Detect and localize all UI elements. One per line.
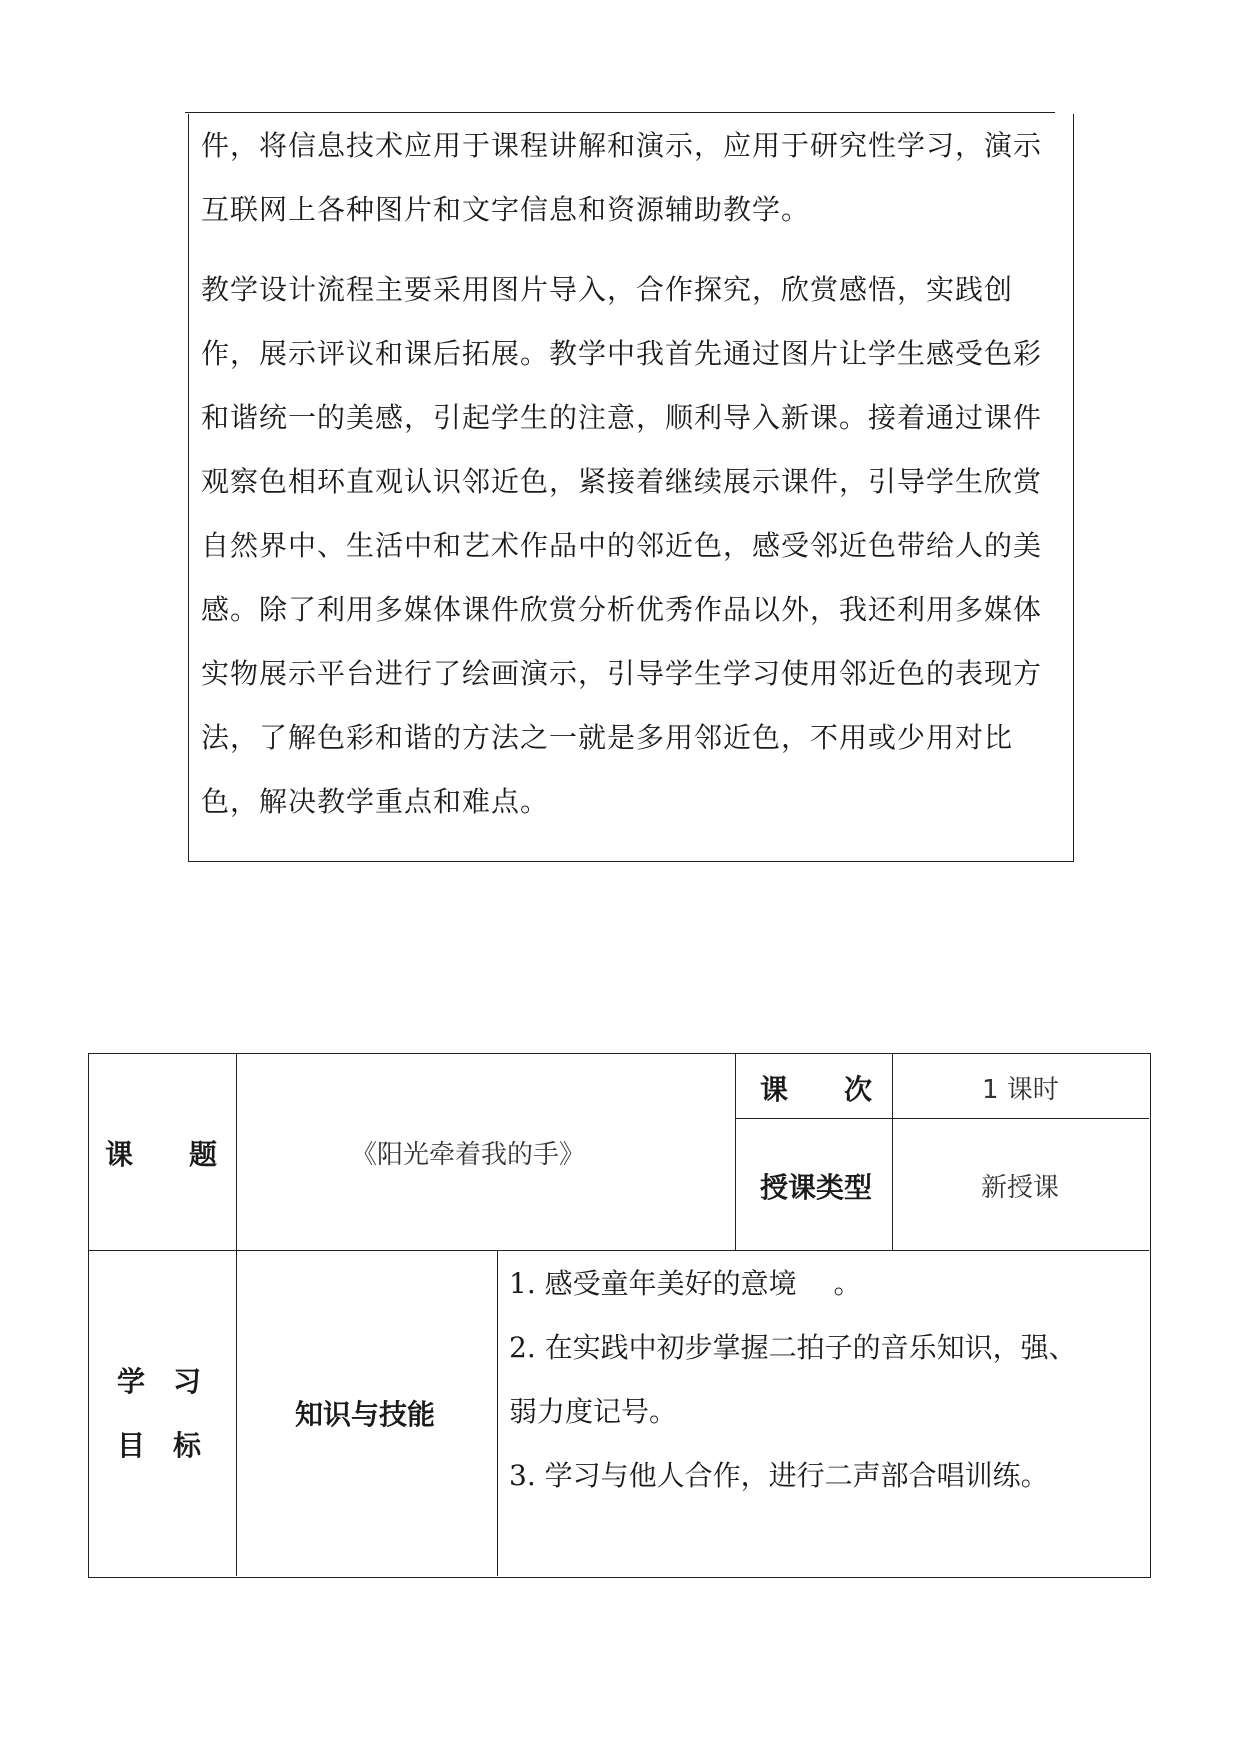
- table-rule: [497, 1250, 498, 1576]
- goals-label-line2: 目 标: [117, 1429, 202, 1462]
- text-line: 色，解决教学重点和难点。: [201, 785, 550, 818]
- table-rule: [735, 1118, 1149, 1119]
- list-item: 3. 学习与他人合作，进行二声部合唱训练。: [509, 1459, 1049, 1492]
- list-item: 2. 在实践中初步掌握二拍子的音乐知识，强、: [509, 1331, 1077, 1364]
- intro-paragraph-1: [201, 114, 1051, 242]
- text-line: 和谐统一的美感，引起学生的注意，顺利导入新课。接着通过课件: [201, 401, 1043, 434]
- text-line: 自然界中、生活中和艺术作品中的邻近色，感受邻近色带给人的美: [201, 529, 1043, 562]
- text-line: 感。除了利用多媒体课件欣赏分析优秀作品以外，我还利用多媒体: [201, 593, 1043, 626]
- topic-label: 课 题: [105, 1138, 218, 1171]
- knowledge-goal-list: [509, 1252, 1139, 1508]
- table-rule: [735, 1054, 736, 1250]
- table-rule: [236, 1054, 237, 1576]
- text-line: 实物展示平台进行了绘画演示，引导学生学习使用邻近色的表现方: [201, 657, 1043, 690]
- goals-label-line1: 学 习: [117, 1365, 202, 1398]
- session-label: 课 次: [760, 1073, 873, 1106]
- intro-paragraph-2: [201, 258, 1051, 834]
- table-rule: [892, 1054, 893, 1250]
- text-line: 教学设计流程主要采用图片导入，合作探究，欣赏感悟，实践创: [201, 273, 1014, 306]
- text-line: 法，了解色彩和谐的方法之一就是多用邻近色，不用或少用对比: [201, 721, 1014, 754]
- intro-text-box: [188, 114, 1074, 862]
- knowledge-label: 知识与技能: [295, 1398, 436, 1431]
- list-item: 弱力度记号。: [509, 1395, 678, 1428]
- topic-value: 《阳光牵着我的手》: [351, 1140, 586, 1170]
- list-item: 1. 感受童年美好的意境 。: [509, 1267, 862, 1300]
- text-line: 件，将信息技术应用于课程讲解和演示，应用于研究性学习，演示: [201, 129, 1043, 162]
- type-value: 新授课: [981, 1173, 1060, 1203]
- table-rule: [89, 1250, 1149, 1251]
- lesson-table: [88, 1053, 1151, 1578]
- box-top-rule: [185, 112, 1055, 113]
- text-line: 观察色相环直观认识邻近色，紧接着继续展示课件，引导学生欣赏: [201, 465, 1043, 498]
- session-value: 1 课时: [982, 1075, 1059, 1105]
- text-line: 作，展示评议和课后拓展。教学中我首先通过图片让学生感受色彩: [201, 337, 1043, 370]
- type-label: 授课类型: [760, 1171, 873, 1204]
- text-line: 互联网上各种图片和文字信息和资源辅助教学。: [201, 193, 811, 226]
